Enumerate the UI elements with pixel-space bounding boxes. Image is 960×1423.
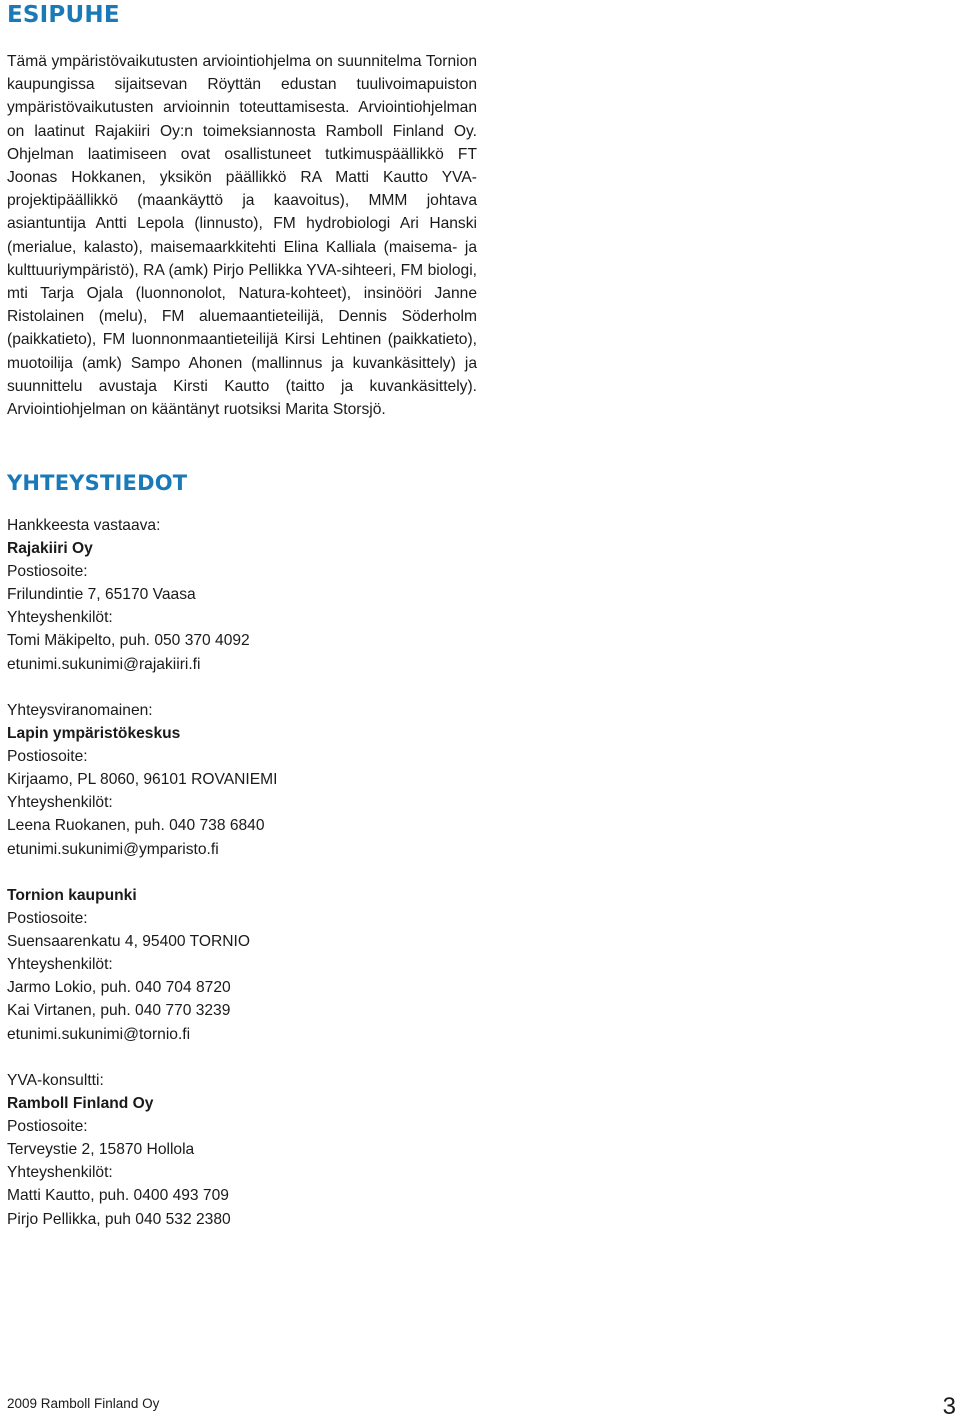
postal-label: Postiosoite: xyxy=(7,1118,88,1136)
contact-person: Pirjo Pellikka, puh 040 532 2380 xyxy=(7,1210,231,1228)
postal-address: Terveystie 2, 15870 Hollola xyxy=(7,1141,195,1159)
contact-organization: Tornion kaupunki xyxy=(7,887,137,904)
contact-email: etunimi.sukunimi@tornio.fi xyxy=(7,1025,191,1043)
section-title-yhteystiedot: YHTEYSTIEDOT xyxy=(7,471,188,495)
postal-label: Postiosoite: xyxy=(7,748,88,766)
postal-label: Postiosoite: xyxy=(7,563,88,581)
contact-organization: Rajakiiri Oy xyxy=(7,540,93,558)
contact-block-tornion-kaupunki xyxy=(7,884,527,1046)
contact-role: Yhteysviranomainen: xyxy=(7,702,153,719)
contact-block-ramboll xyxy=(7,1069,527,1231)
contact-person: Matti Kautto, puh. 0400 493 709 xyxy=(7,1187,229,1205)
postal-address: Frilundintie 7, 65170 Vaasa xyxy=(7,586,196,604)
contact-block-rajakiiri xyxy=(7,514,527,676)
contact-block-lapin-ymparistokeskus xyxy=(7,699,527,861)
contacts-label: Yhteyshenkilöt: xyxy=(7,956,113,974)
postal-address: Suensaarenkatu 4, 95400 TORNIO xyxy=(7,933,251,951)
postal-label: Postiosoite: xyxy=(7,910,88,928)
contact-email: etunimi.sukunimi@rajakiiri.fi xyxy=(7,655,201,673)
contact-role: Hankkeesta vastaava: xyxy=(7,517,161,534)
postal-address: Kirjaamo, PL 8060, 96101 ROVANIEMI xyxy=(7,771,278,789)
contacts-label: Yhteyshenkilöt: xyxy=(7,794,113,812)
contacts-label: Yhteyshenkilöt: xyxy=(7,1164,113,1182)
contact-organization: Lapin ympäristökeskus xyxy=(7,725,181,743)
esipuhe-paragraph: Tämä ympäristövaikutusten arviointiohjelma on suunnitelma Tornion kaupungissa sijaitsevan Röyttän edustan tuulivoimapuiston ympäristövaikutusten arvioinnin toteuttamisesta. Arviointiohjelman on laatinut Rajakiiri Oy:n toimeksiannosta Ramboll Finland Oy. Ohjelman laatimiseen ovat osallistuneet tutkimuspäällikkö FT Joonas Hokkanen, yksikön päällikkö RA Matti Kautto YVA-projektipäällikkö (maankäyttö ja kaavoitus), MMM johtava asiantuntija Antti Lepola (linnusto), FM hydrobiologi Ari Hanski (merialue, kalasto), maisemaarkkitehti Elina Kalliala (maisema- ja kulttuuriympäristö), RA (amk) Pirjo Pellikka YVA-sihteeri, FM biologi, mti Tarja Ojala (luonnonolot, Natura-kohteet), insinööri Janne Ristolainen (melu), FM aluemaantieteilijä, Dennis Söderholm (paikkatieto), FM luonnonmaantieteilijä Kirsi Lehtinen (paikkatieto), muotoilija (amk) Sampo Ahonen (mallinnus ja kuvankäsittely) ja suunnittelu avustaja Kirsti Kautto (taitto ja kuvankäsittely). Arviointiohjelman on kääntänyt ruotsiksi Marita Storsjö. xyxy=(7,53,477,419)
contact-email: etunimi.sukunimi@ymparisto.fi xyxy=(7,840,219,858)
section-title-esipuhe: ESIPUHE xyxy=(7,2,120,28)
contact-person: Tomi Mäkipelto, puh. 050 370 4092 xyxy=(7,632,250,650)
contacts-label: Yhteyshenkilöt: xyxy=(7,609,113,627)
page-number: 3 xyxy=(942,1393,956,1420)
contact-person: Jarmo Lokio, puh. 040 704 8720 xyxy=(7,979,231,997)
contact-person: Leena Ruokanen, puh. 040 738 6840 xyxy=(7,817,265,835)
contact-person: Kai Virtanen, puh. 040 770 3239 xyxy=(7,1002,231,1020)
contact-role: YVA-konsultti: xyxy=(7,1072,104,1089)
footer-copyright: 2009 Ramboll Finland Oy xyxy=(7,1396,160,1411)
contact-organization: Ramboll Finland Oy xyxy=(7,1095,154,1113)
